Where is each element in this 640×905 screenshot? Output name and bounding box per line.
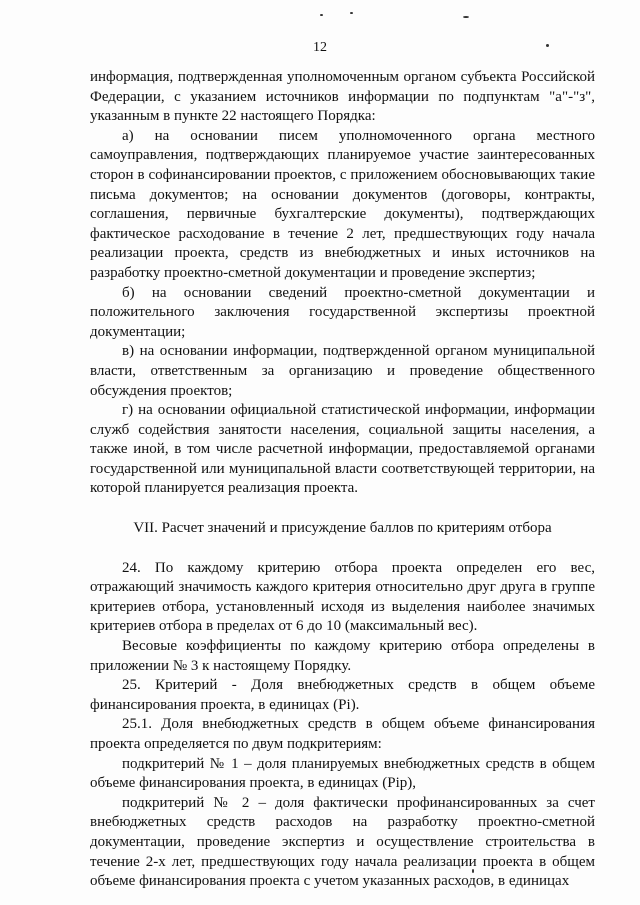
paragraph-item-a: а) на основании писем уполномоченного органа местного самоуправления, подтверждающих планируемое участие заинтересованных сторон в софинансировании проектов, с приложением обосновывающих такие письма документов; на основании документов (договоры, контракты, соглашения, первичные бухгалтерские документы), подтверждающих фактическое расходование в течение 2 лет, предшествующих году начала реализации проекта, средств из внебюджетных и иных источников на разработку проектно-сметной документации и проведение экспертиз;: [90, 127, 595, 281]
paragraph: информация, подтвержденная уполномоченным органом субъекта Российской Федерации, с указанием источников информации по подпунктам "а"-"з", указанным в пункте 22 настоящего Порядка:: [90, 69, 595, 125]
paragraph-subcriterion-1: подкритерий № 1 – доля планируемых внебюджетных средств в общем объеме финансирования проекта, в единицах (Pip),: [90, 755, 595, 792]
scan-speck: [463, 16, 469, 18]
paragraph-item-b: б) на основании сведений проектно-сметной документации и положительного заключения государственной экспертизы проектной документации;: [90, 284, 595, 340]
scan-speck: [320, 14, 323, 16]
section-heading: VII. Расчет значений и присуждение баллов по критериям отбора: [133, 520, 552, 537]
paragraph-item-g: г) на основании официальной статистической информации, информации служб содействия занятости населения, социальной защиты населения, а также иной, в том числе расчетной информации, предоставляемой органами государственной или муниципальной власти соответствующей территории, на которой планируется реализация проекта.: [90, 402, 595, 497]
paragraph-weights: Весовые коэффициенты по каждому критерию отбора определены в приложении № 3 к настоящему Порядку.: [90, 638, 595, 674]
paragraph-24: 24. По каждому критерию отбора проекта определен его вес, отражающий значимость каждого критерия относительно друг друга в группе критериев отбора, установленный исходя из выделения наиболее значимых критериев отбора в пределах от 6 до 10 (максимальный вес).: [90, 559, 595, 635]
paragraph-subcriterion-2: подкритерий № 2 – доля фактически профинансированных за счет внебюджетных средств расходов на разработку проектно-сметной документации, проведение экспертиз и осуществление строительства в течение 2-х лет, предшествующих году начала реализации проекта в общем объеме финансирования проекта с учетом указанных расходов, в единицах: [90, 794, 595, 890]
paragraph-item-v: в) на основании информации, подтвержденной органом муниципальной власти, ответственным за организацию и проведение общественного обсуждения проектов;: [90, 343, 595, 399]
paragraph-25: 25. Критерий - Доля внебюджетных средств в общем объеме финансирования проекта, в единицах (Pi).: [90, 677, 595, 713]
paragraph-25-1: 25.1. Доля внебюджетных средств в общем объеме финансирования проекта определяется по двум подкритериям:: [90, 716, 595, 752]
scan-speck: [350, 12, 353, 14]
page-number: 12: [313, 40, 327, 55]
document-body: [90, 68, 595, 892]
